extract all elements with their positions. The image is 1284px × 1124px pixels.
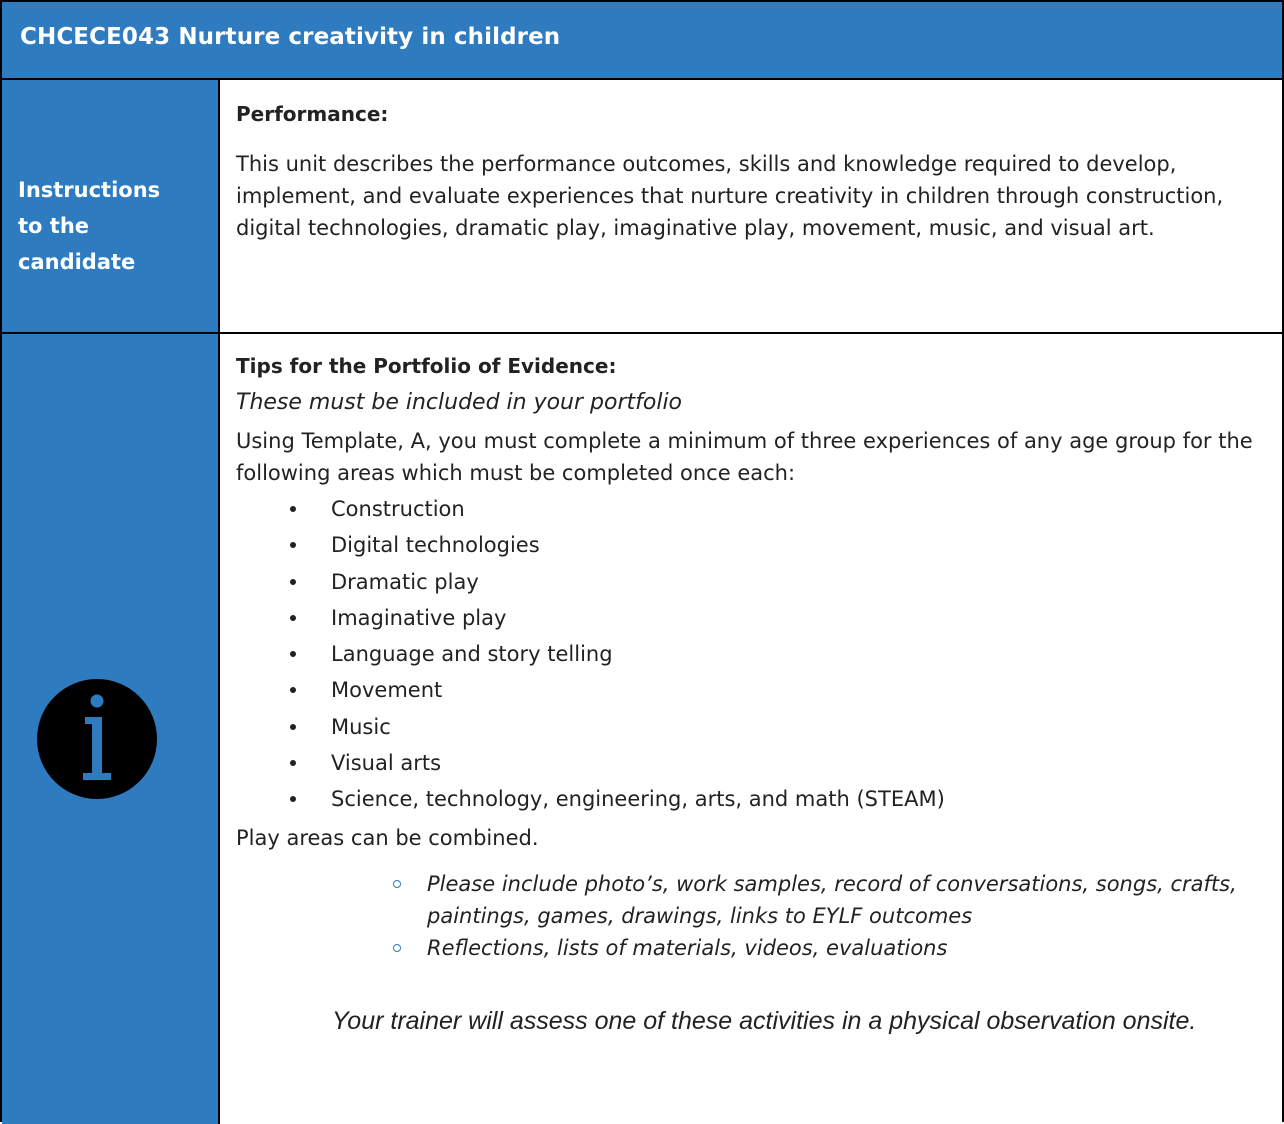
areas-list — [236, 491, 1268, 818]
portfolio-subheading: These must be included in your portfolio — [236, 390, 683, 415]
instructions-label-cell — [2, 80, 220, 332]
combined-note: Play areas can be combined. — [236, 825, 539, 850]
list-item: Movement — [236, 672, 1268, 708]
list-item: Music — [236, 709, 1268, 745]
instructions-label-line-1: Instructions — [18, 178, 161, 202]
portfolio-intro: Using Template, A, you must complete a minimum of three experiences of any age group for the following areas which must be completed once each: — [236, 429, 1253, 485]
list-item: Imaginative play — [236, 600, 1268, 636]
instructions-label-line-3: candidate — [18, 250, 136, 274]
table-header — [2, 2, 1282, 80]
portfolio-row — [2, 334, 1282, 1124]
info-icon — [37, 679, 157, 799]
trainer-note: Your trainer will assess one of these activities in a physical observation onsite. — [332, 1006, 1197, 1035]
instructions-row — [2, 80, 1282, 334]
instructions-content-cell — [220, 80, 1282, 332]
list-item: Visual arts — [236, 745, 1268, 781]
list-item: Science, technology, engineering, arts, and math (STEAM) — [236, 781, 1268, 817]
instructions-label-line-2: to the — [18, 214, 90, 238]
performance-text: This unit describes the performance outcomes, skills and knowledge required to develop, implement, and evaluate experiences that nurture creativity in children through construction, digital technologies, dramatic play, imaginative play, movement, music, and visual art. — [236, 152, 1224, 240]
portfolio-icon-cell — [2, 334, 220, 1124]
unit-title: CHCECE043 Nurture creativity in children — [20, 24, 561, 50]
list-item: Dramatic play — [236, 564, 1268, 600]
portfolio-content-cell — [220, 334, 1282, 1124]
list-item: Please include photo’s, work samples, record of conversations, songs, crafts, paintings, games, drawings, links to EYLF outcomes — [236, 868, 1268, 932]
evidence-sublist — [236, 868, 1268, 964]
portfolio-heading: Tips for the Portfolio of Evidence: — [236, 354, 617, 378]
instructions-label — [18, 172, 160, 280]
list-item: Digital technologies — [236, 527, 1268, 563]
list-item: Construction — [236, 491, 1268, 527]
list-item: Reflections, lists of materials, videos, evaluations — [236, 932, 1268, 964]
list-item: Language and story telling — [236, 636, 1268, 672]
performance-heading: Performance: — [236, 102, 389, 126]
